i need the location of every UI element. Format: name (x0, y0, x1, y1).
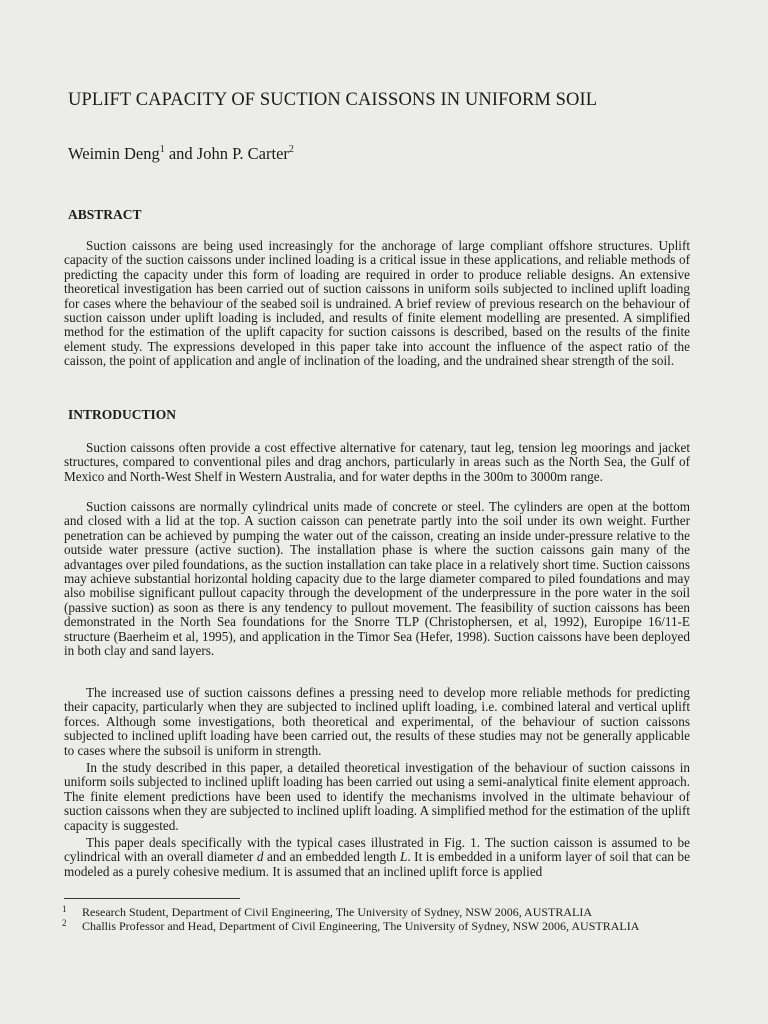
footnote-mark: 2 (62, 918, 67, 928)
author-joiner: and (168, 144, 193, 163)
footnote-mark: 1 (62, 904, 67, 914)
paragraph-text: . It is embedded in a uniform layer of soil that can be modeled as a purely cohesive medium. It is assumed that an inclined uplift force is applied (64, 849, 690, 879)
variable-L: L (399, 849, 408, 865)
footnote-divider (64, 898, 240, 899)
body-paragraph: Suction caissons are normally cylindrical units made of concrete or steel. The cylinders are open at the bottom and closed with a lid at the top. A suction caisson can penetrate partly into the soil under its own weight. Further penetration can be achieved by pumping the water out of the caisson, creating an inside under-pressure relative to the outside water pressure (active suction). The installation phase is where the suction caissons gain many of the advantages over piled foundations, as the suction installation can take place in a relatively short time. Suction caissons may achieve substantial horizontal holding capacity due to the large diameter compared to piled foundations and may also mobilise significant pullout capacity through the development of the underpressure in the pore water in the soil (passive suction) as soon as there is any tendency to pullout movement. The feasibility of suction caissons has been demonstrated in the North Sea foundations for the Snorre TLP (Christophersen, et al, 1992), Europipe 16/11-E structure (Baerheim et al, 1995), and application in the Timor Sea (Hefer, 1998). Suction caissons have been deployed in both clay and sand layers. (64, 499, 690, 659)
body-paragraph (64, 836, 690, 879)
variable-d: d (256, 849, 264, 865)
affiliation-mark: 1 (159, 144, 165, 155)
author-name: Weimin Deng (68, 144, 160, 163)
abstract-paragraph: Suction caissons are being used increasingly for the anchorage of large compliant offshore structures. Uplift capacity of the suction caissons under inclined loading is a critical issue in these applications, and reliable methods of predicting the capacity under this form of loading are required in order to produce reliable designs. An extensive theoretical investigation has been carried out of suction caissons in uniform soils subjected to inclined uplift loading for cases where the behaviour of the seabed soil is undrained. A brief review of previous research on the behaviour of suction caisson under uplift loading is included, and results of finite element modelling are presented. A simplified method for the estimation of the uplift capacity for suction caissons is described, based on the results of the finite element study. The expressions developed in this paper take into account the influence of the aspect ratio of the caisson, the point of application and angle of inclination of the loading, and the undrained shear strength of the soil. (64, 238, 690, 369)
paragraph-text: This paper deals specifically with the typical cases illustrated in Fig. 1. The suction caisson is assumed to be cylindrical with an overall diameter (64, 835, 690, 865)
footnote (62, 917, 639, 933)
footnote-text: Research Student, Department of Civil Engineering, The University of Sydney, NSW 2006, AUSTRALIA (82, 905, 593, 919)
paper-title: UPLIFT CAPACITY OF SUCTION CAISSONS IN UNIFORM SOIL (68, 90, 598, 110)
introduction-heading: INTRODUCTION (68, 407, 177, 422)
affiliation-mark: 2 (288, 144, 294, 155)
body-paragraph: In the study described in this paper, a detailed theoretical investigation of the behaviour of suction caissons in uniform soils subjected to inclined uplift loading has been carried out using a semi-analytical finite element approach. The finite element predictions have been used to identify the mechanisms involved in the ultimate behaviour of suction caissons when they are subjected to inclined uplift loading. A simplified method for the estimation of the uplift capacity is suggested. (64, 760, 690, 833)
author-line (68, 144, 294, 164)
body-paragraph: The increased use of suction caissons defines a pressing need to develop more reliable methods for predicting their capacity, particularly when they are subjected to inclined uplift loading, i.e. combined lateral and vertical uplift forces. Although some investigations, both theoretical and experimental, of the behaviour of suction caissons subjected to inclined uplift loading have been carried out, the results of these studies may not be generally applicable to cases where the subsoil is uniform in strength. (64, 685, 690, 758)
paragraph-text: and an embedded length (263, 849, 400, 865)
body-paragraph: Suction caissons often provide a cost effective alternative for catenary, taut leg, tension leg moorings and jacket structures, compared to conventional piles and drag anchors, particularly in areas such as the North Sea, the Gulf of Mexico and North-West Shelf in Western Australia, and for water depths in the 300m to 3000m range. (64, 440, 690, 484)
abstract-heading: ABSTRACT (68, 207, 142, 222)
footnote-text: Challis Professor and Head, Department of Civil Engineering, The University of Sydney, NSW 2006, AUSTRALIA (82, 919, 640, 933)
author-name: John P. Carter (196, 144, 289, 163)
